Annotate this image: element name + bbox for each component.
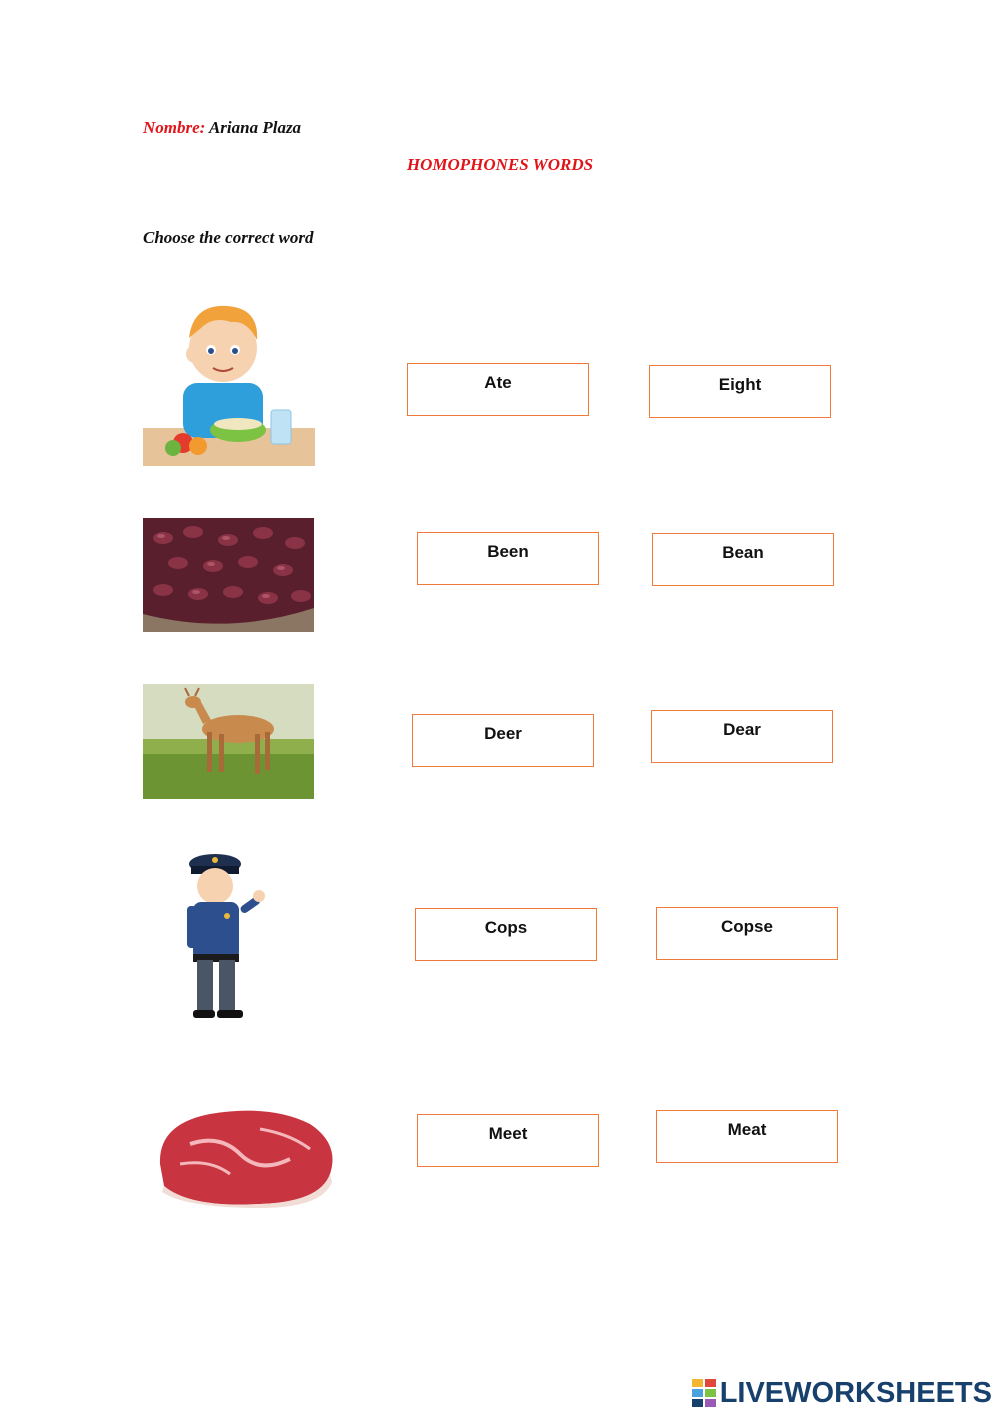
liveworksheets-logo [692,1376,992,1410]
option-eight[interactable]: Eight [649,365,831,418]
liveworksheets-logo-icon [692,1379,716,1407]
brand-text: LIVEWORKSHEETS [719,1376,992,1409]
instruction-text: Choose the correct word [143,228,314,247]
option-copse[interactable]: Copse [656,907,838,960]
name-value: Ariana Plaza [208,118,302,137]
red-beans-image [143,518,314,632]
option-cops[interactable]: Cops [415,908,597,961]
option-been[interactable]: Been [417,532,599,585]
police-officer-image [183,850,273,1022]
worksheet-title: HOMOPHONES WORDS [406,155,594,174]
option-dear[interactable]: Dear [651,710,833,763]
option-deer[interactable]: Deer [412,714,594,767]
option-meat[interactable]: Meat [656,1110,838,1163]
name-label: Nombre: [143,118,206,137]
student-name-line [143,118,301,138]
raw-meat-image [150,1104,338,1208]
option-bean[interactable]: Bean [652,533,834,586]
option-ate[interactable]: Ate [407,363,589,416]
option-meet[interactable]: Meet [417,1114,599,1167]
deer-image [143,684,314,799]
boy-eating-image [143,298,315,466]
